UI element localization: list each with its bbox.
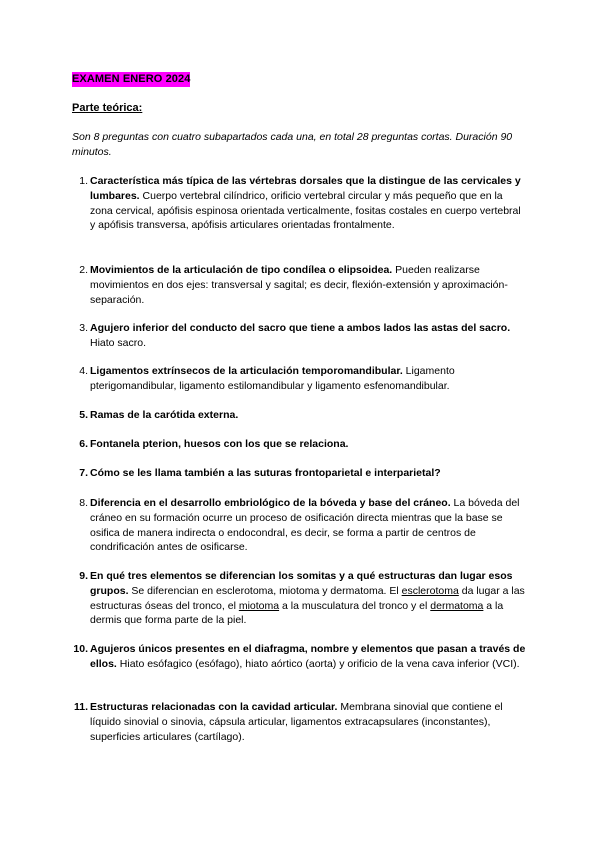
- question-item: [79, 364, 528, 394]
- answer-text: a la dermis que forma parte de la piel.: [90, 599, 504, 627]
- question-item: [79, 408, 528, 423]
- question-number: 6.: [79, 438, 88, 450]
- question-item: [73, 642, 528, 672]
- answer-text: Cuerpo vertebral cilíndrico, orificio vertebral circular y más pequeño que en la zona cervical, apófisis espinosa orientada verticalmente, fositas costales en cuerpo vertebral y apófisis transversa, apófisis articulares orientadas frontalmente.: [90, 189, 521, 232]
- term-miotoma: miotoma: [238, 599, 280, 612]
- answer-text: Pueden realizarse movimientos en dos ejes: transversal y sagital; es decir, flexión-extensión y aproximación-separación.: [90, 264, 508, 306]
- answer-text: Ligamento pterigomandibular, ligamento estilomandibular y ligamento esfenomandibular.: [90, 365, 455, 392]
- question-text: Fontanela pterion, huesos con los que se relaciona.: [90, 438, 349, 450]
- question-text: Movimientos de la articulación de tipo condílea o elipsoidea.: [90, 264, 393, 276]
- question-number: 4.: [79, 365, 88, 377]
- question-item: [73, 700, 528, 744]
- question-text: En qué tres elementos se diferencian los somitas y a qué estructuras dan lugar esos grupos.: [90, 570, 513, 597]
- answer-text: Hiato esófagico (esófago), hiato aórtico (aorta) y orificio de la vena cava inferior (VCI).: [116, 657, 520, 670]
- question-number: 5.: [79, 409, 88, 421]
- question-text: Característica más típica de las vértebras dorsales que la distingue de las cervicales y lumbares.: [90, 175, 521, 202]
- answer-text: da lugar a las estructuras óseas del tronco, el: [90, 584, 525, 612]
- answer-text: Membrana sinovial que contiene el líquido sinovial o sinovia, cápsula articular, ligamentos extracapsulares (inconstantes), superficies articulares (cartílago).: [90, 701, 503, 743]
- question-text: Diferencia en el desarrollo embriológico de la bóveda y base del cráneo.: [90, 497, 451, 509]
- question-text: Estructuras relacionadas con la cavidad articular.: [90, 701, 338, 713]
- question-number: 7.: [79, 467, 88, 479]
- question-number: 1.: [79, 175, 88, 187]
- question-text: Ligamentos extrínsecos de la articulación temporomandibular.: [90, 365, 403, 377]
- question-number: 11.: [73, 701, 88, 713]
- section-subtitle: Parte teórica:: [72, 102, 143, 114]
- question-text: Agujeros únicos presentes en el diafragma, nombre y elementos que pasan a través de ellos.: [90, 643, 526, 670]
- question-item: [79, 321, 528, 351]
- question-item: [79, 263, 528, 307]
- question-item: [79, 569, 528, 628]
- answer-text: Hiato sacro.: [90, 336, 147, 349]
- answer-text: La bóveda del cráneo en su formación ocurre un proceso de osificación directa mientras que la base se osifica de manera indirecta o endocondral, es decir, se forma a partir de centros de condrificación antes de osificarse.: [90, 497, 520, 554]
- question-number: 8.: [79, 497, 88, 509]
- term-esclerotoma: esclerotoma: [401, 584, 459, 597]
- question-item: [79, 437, 528, 452]
- question-number: 3.: [79, 322, 88, 334]
- term-dermatoma: dermatoma: [430, 599, 484, 612]
- question-item: [79, 174, 528, 233]
- exam-intro: Son 8 preguntas con cuatro subapartados cada una, en total 28 preguntas cortas. Duración 90 minutos.: [72, 131, 513, 158]
- question-text: Cómo se les llama también a las suturas frontoparietal e interparietal?: [90, 467, 441, 479]
- question-text: Agujero inferior del conducto del sacro que tiene a ambos lados las astas del sacro.: [90, 322, 511, 334]
- question-item: [79, 466, 528, 481]
- question-item: [79, 496, 528, 555]
- answer-text: a la musculatura del tronco y el: [279, 599, 431, 612]
- question-number: 10.: [73, 643, 88, 655]
- question-number: 9.: [79, 570, 88, 582]
- question-number: 2.: [79, 264, 88, 276]
- exam-title: EXAMEN ENERO 2024: [72, 73, 191, 85]
- answer-text: Se diferencian en esclerotoma, miotoma y dermatoma. El: [128, 584, 402, 597]
- question-text: Ramas de la carótida externa.: [90, 409, 239, 421]
